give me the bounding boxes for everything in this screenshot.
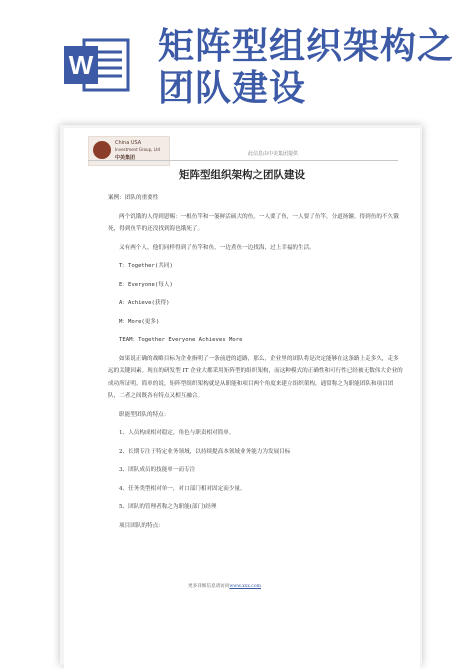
word-icon-letter: W: [68, 50, 94, 80]
paragraph: M：More(更多): [119, 318, 160, 325]
paragraph: T：Together(共同): [119, 263, 173, 269]
header-banner: [0, 0, 474, 118]
paragraph: 项目团队的特点：: [119, 522, 164, 529]
company-logo: [88, 136, 170, 166]
document-page: [64, 128, 420, 669]
header-rule: [88, 160, 398, 161]
list-item: 1、人员构成相对稳定，角色与职责相对简单。: [119, 430, 235, 436]
paragraph: 如果说正确的战略目标为企业指明了一条前进的道路，那么，企业里的团队将是决定能够在这条路上走多久，走多远的关键因素。现在的研发型 IT 企业大都采用矩阵型的组织架构，而这种模式的正确性和可行性已经被无数伟大企业的成功所证明。简单的说，矩阵型组织架构就是从职能和项目两个角度来建立组织架构，通常称之为职能团队和项目团队，二者之间既各有特点又相互融合。: [108, 355, 403, 399]
footer-note: [188, 583, 261, 589]
header-note: 此信息由中美集团提供: [248, 151, 299, 157]
word-document-icon: [62, 36, 130, 94]
company-seal-icon: [93, 141, 111, 159]
paragraph: 又有两个人，他们同样得到了鱼竿和鱼，一边煮鱼一边找海，过上幸福的生活。: [119, 244, 315, 251]
document-body: [108, 192, 404, 532]
company-logo-line1: China USA: [115, 140, 142, 146]
document-title: 矩阵型组织架构之团队建设: [179, 169, 305, 181]
footer-prefix: 更多详细信息请访问: [188, 584, 230, 589]
paragraph: 两个饥饿的人得到恩赐：一根鱼竿和一篓鲜活硕大的鱼。一人要了鱼，一人要了鱼竿，分道扬镳。得到鱼的不久饿死，得到鱼竿的还没找到海也饿死了。: [108, 213, 399, 232]
paragraph: TEAM：Together Everyone Achieves More: [119, 337, 243, 343]
footer-link[interactable]: www.xxx.com: [229, 584, 261, 589]
company-logo-line2: Investment Group, Ltd: [115, 147, 160, 152]
list-item: 2、长期专注于特定业务领域，以持续提高本领域业务能力为发展目标: [119, 448, 291, 455]
paragraph: E：Everyone(每人): [119, 281, 173, 288]
paragraph: 案例：团队的重要性: [108, 195, 159, 201]
list-item: 5、团队的管理者称之为职能(部门)经理: [119, 504, 217, 510]
company-logo-line3: 中美集团: [115, 155, 136, 161]
list-item: 4、任务类型相对单一，对口部门相对固定而少量。: [119, 485, 246, 492]
list-item: 3、团队成员的技能单一而专注: [119, 467, 196, 473]
paragraph: 职能型团队的特点：: [119, 411, 170, 418]
paragraph: A：Achieve(获得): [119, 300, 170, 306]
banner-title: 矩阵型组织架构之团队建设: [158, 26, 455, 109]
